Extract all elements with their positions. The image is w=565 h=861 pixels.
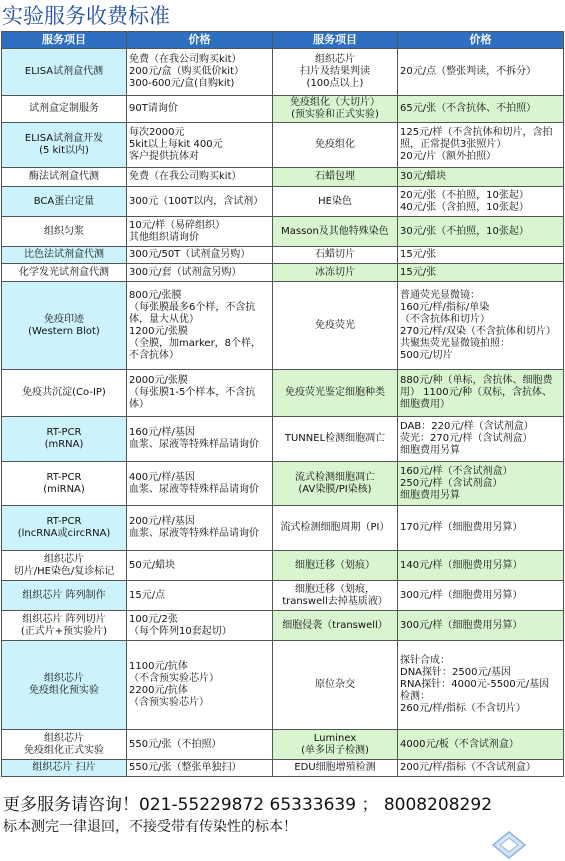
price-text: 100元/2张 （每个阵列10套起切） bbox=[129, 613, 232, 637]
price-text: 800元/张膜 （每张膜最多6个样，不含抗体，量大从优） 1200元/张膜 （全膜，加marker，8个样，不含抗体） bbox=[129, 289, 262, 361]
service-cell-left bbox=[2, 123, 127, 168]
price-text: 880元/种（单标，含抗体、细胞费用） 1100元/种（双标，含抗体、细胞费用） bbox=[400, 375, 553, 410]
price-text: 300元（100T以内，含试剂） bbox=[129, 195, 264, 207]
price-text: 免费（在我公司购买kit） 200元/盒（购买低价kit） 300-600元/盒(自购kit) bbox=[129, 54, 244, 89]
price-cell-right bbox=[398, 611, 564, 641]
service-cell-right bbox=[273, 641, 398, 730]
price-text: 160元/样/基因 血浆、尿液等特殊样品请询价 bbox=[129, 427, 259, 450]
price-text: 15元/张 bbox=[400, 266, 437, 278]
service-cell-right bbox=[273, 370, 398, 417]
table-row bbox=[2, 217, 564, 247]
header-price-right: 价格 bbox=[398, 32, 564, 49]
service-cell-left bbox=[2, 217, 127, 247]
price-cell-left bbox=[127, 417, 273, 462]
price-cell-left bbox=[127, 49, 273, 96]
price-cell-right bbox=[398, 551, 564, 581]
service-name: EDU细胞增殖检测 bbox=[294, 762, 376, 773]
service-name: RT-PCR (mRNA) bbox=[44, 427, 84, 450]
table-row bbox=[2, 581, 564, 611]
price-text: 170元/样（细胞费用另算） bbox=[400, 522, 523, 533]
price-text: 1100元/抗体 （不含预实验芯片） 2200元/抗体 （含预实验芯片） bbox=[129, 661, 219, 708]
price-text: 免费（在我公司购买kit） bbox=[129, 171, 242, 182]
price-text: 30元/张（不拍照，10张起） bbox=[400, 225, 529, 237]
service-cell-left bbox=[2, 506, 127, 551]
table-row bbox=[2, 247, 564, 264]
service-cell-left bbox=[2, 730, 127, 760]
price-cell-left bbox=[127, 168, 273, 187]
service-name: 组织芯片 扫片 bbox=[32, 762, 96, 773]
header-service-left: 服务项目 bbox=[2, 32, 127, 49]
service-name: 化学发光试剂盒代测 bbox=[19, 266, 109, 278]
service-name: BCA蛋白定量 bbox=[33, 195, 95, 207]
service-name: 免疫共沉淀(Co-IP) bbox=[22, 387, 106, 398]
service-cell-right bbox=[273, 187, 398, 217]
price-cell-right bbox=[398, 581, 564, 611]
service-cell-left bbox=[2, 264, 127, 282]
service-cell-right bbox=[273, 264, 398, 282]
price-cell-right bbox=[398, 187, 564, 217]
service-cell-right bbox=[273, 462, 398, 506]
table-row bbox=[2, 123, 564, 168]
price-text: 200元/样/指标（不含试剂盒） bbox=[400, 762, 536, 773]
table-row bbox=[2, 282, 564, 370]
service-cell-left bbox=[2, 581, 127, 611]
price-cell-left bbox=[127, 282, 273, 370]
service-cell-left bbox=[2, 282, 127, 370]
price-cell-right bbox=[398, 96, 564, 123]
price-cell-left bbox=[127, 760, 273, 777]
service-name: Luminex (单多因子检测) bbox=[301, 732, 369, 756]
service-name: 组织芯片 阵列制作 bbox=[22, 589, 106, 601]
table-row bbox=[2, 417, 564, 462]
service-cell-left bbox=[2, 417, 127, 462]
price-table bbox=[1, 31, 564, 777]
price-text: 300元/50T（试剂盒另购） bbox=[129, 249, 251, 260]
service-name: 组织芯片 切片/HE染色/复诊标记 bbox=[13, 553, 115, 577]
price-text: 550元/张（不拍照） bbox=[129, 738, 222, 750]
price-cell-left bbox=[127, 611, 273, 641]
table-row bbox=[2, 641, 564, 730]
service-cell-left bbox=[2, 462, 127, 506]
price-cell-left bbox=[127, 187, 273, 217]
service-name: 酶法试剂盒代测 bbox=[29, 171, 99, 182]
price-text: 160元/样（不含试剂盒） 250元/样（含试剂盒） 细胞费用另算 bbox=[400, 465, 513, 501]
table-row bbox=[2, 506, 564, 551]
price-text: 300元/套（试剂盒另购） bbox=[129, 266, 242, 278]
header-service-right: 服务项目 bbox=[273, 32, 398, 49]
price-cell-right bbox=[398, 49, 564, 96]
price-cell-left bbox=[127, 264, 273, 282]
service-cell-right bbox=[273, 730, 398, 760]
price-cell-left bbox=[127, 123, 273, 168]
service-name: 组织芯片 阵列切片 (正式片+预实验片) bbox=[20, 613, 108, 637]
price-text: 每次2000元 5kit以上每kit 400元 客户提供抗体对 bbox=[129, 127, 223, 162]
price-cell-right bbox=[398, 730, 564, 760]
service-cell-left bbox=[2, 96, 127, 123]
price-text: DAB：220元/样（含试剂盒） 荧光：270元/样（含试剂盒） 细胞费用另算 bbox=[400, 421, 534, 456]
disclaimer-note: 标本测完一律退回，不接受带有传染性的标本！ bbox=[3, 819, 297, 835]
price-text: 90T请询价 bbox=[129, 103, 178, 114]
service-cell-left bbox=[2, 611, 127, 641]
contact-line: 更多服务请咨询！021-55229872 65333639 ； 8008208292 bbox=[3, 795, 493, 815]
price-text: 10元/样（易碎组织） 其他组织请询价 bbox=[129, 219, 226, 243]
price-text: 200元/样/基因 血浆、尿液等特殊样品请询价 bbox=[129, 516, 259, 539]
service-name: 冰冻切片 bbox=[315, 266, 355, 278]
price-text: 65元/张（不含抗体、不拍照） bbox=[400, 103, 537, 114]
table-row bbox=[2, 49, 564, 96]
service-name: RT-PCR (miRNA) bbox=[43, 471, 85, 495]
service-cell-right bbox=[273, 96, 398, 123]
price-cell-right bbox=[398, 462, 564, 506]
service-name: 免疫荧光鉴定细胞种类 bbox=[285, 387, 385, 398]
service-name: 石蜡切片 bbox=[315, 249, 355, 260]
price-text: 30元/蜡块 bbox=[400, 171, 447, 182]
service-name: 免疫荧光 bbox=[315, 319, 355, 331]
price-text: 普通荧光显微镜： 160元/样/指标/单染 （不含抗体和切片） 270元/样/双染（不含抗体和切片）共聚焦荧光显微镜拍照： 500元/切片 bbox=[400, 289, 556, 361]
service-cell-right bbox=[273, 49, 398, 96]
service-name: 石蜡包埋 bbox=[315, 171, 355, 182]
service-cell-left bbox=[2, 49, 127, 96]
table-row bbox=[2, 760, 564, 777]
table-row bbox=[2, 168, 564, 187]
service-name: 原位杂交 bbox=[315, 679, 355, 690]
price-cell-left bbox=[127, 217, 273, 247]
price-cell-right bbox=[398, 641, 564, 730]
price-cell-left bbox=[127, 641, 273, 730]
price-cell-right bbox=[398, 370, 564, 417]
service-name: 组织芯片 扫片及结果判读 (100点以上) bbox=[300, 54, 370, 89]
price-cell-right bbox=[398, 282, 564, 370]
service-cell-left bbox=[2, 187, 127, 217]
service-name: 组织芯片 免疫组化正式实验 bbox=[24, 732, 104, 756]
price-text: 300元/样（细胞费用另算） bbox=[400, 619, 523, 631]
service-cell-right bbox=[273, 551, 398, 581]
price-cell-left bbox=[127, 247, 273, 264]
price-text: 300元/样（细胞费用另算） bbox=[400, 589, 523, 601]
service-name: 细胞迁移（划痕，transwell去掉基质液） bbox=[282, 583, 388, 607]
price-text: 550元/张（整张单独扫） bbox=[129, 762, 242, 773]
table-row bbox=[2, 264, 564, 282]
service-name: 比色法试剂盒代测 bbox=[24, 249, 104, 260]
price-text: 20元/张（不拍照，10张起） 40元/张（含拍照，10张起） bbox=[400, 189, 529, 213]
service-cell-left bbox=[2, 168, 127, 187]
service-name: HE染色 bbox=[318, 195, 352, 207]
service-name: TUNNEL检测细胞凋亡 bbox=[284, 433, 386, 444]
service-cell-right bbox=[273, 611, 398, 641]
price-text: 4000元/板（不含试剂盒） bbox=[400, 738, 519, 750]
service-cell-left bbox=[2, 641, 127, 730]
service-cell-left bbox=[2, 760, 127, 777]
price-text: 探针合成： DNA探针：2500元/基因 RNA探针：4000元-5500元/基因 检测： 260元/样/指标（不含切片） bbox=[400, 655, 550, 714]
page-title: 实验服务收费标准 bbox=[2, 4, 170, 28]
price-cell-right bbox=[398, 264, 564, 282]
price-text: 15元/点 bbox=[129, 589, 166, 601]
price-cell-right bbox=[398, 760, 564, 777]
table-row bbox=[2, 462, 564, 506]
price-cell-right bbox=[398, 417, 564, 462]
service-name: 流式检测细胞周期（PI） bbox=[280, 522, 390, 533]
price-cell-left bbox=[127, 551, 273, 581]
price-cell-left bbox=[127, 462, 273, 506]
service-cell-right bbox=[273, 168, 398, 187]
service-name: 流式检测细胞凋亡 (AV染膜/PI染核) bbox=[295, 471, 375, 495]
service-cell-right bbox=[273, 247, 398, 264]
service-name: 免疫印迹 (Western Blot) bbox=[28, 313, 100, 337]
price-text: 15元/张 bbox=[400, 249, 437, 260]
price-text: 125元/样（不含抗体和切片，含拍照，正常提供3张照片） 20元/片（额外拍照） bbox=[400, 127, 553, 162]
price-cell-right bbox=[398, 247, 564, 264]
service-name: 免疫组化 bbox=[315, 139, 355, 150]
service-name: 细胞迁移（划痕） bbox=[295, 559, 375, 571]
service-cell-right bbox=[273, 760, 398, 777]
service-name: ELISA试剂盒开发 (5 kit以内) bbox=[24, 133, 104, 156]
service-name: Masson及其他特殊染色 bbox=[281, 225, 389, 237]
table-row bbox=[2, 187, 564, 217]
table-row bbox=[2, 611, 564, 641]
price-text: 140元/样（细胞费用另算） bbox=[400, 559, 523, 571]
price-cell-right bbox=[398, 168, 564, 187]
price-text: 20元/点（整张判读，不拆分） bbox=[400, 66, 537, 77]
service-cell-right bbox=[273, 506, 398, 551]
service-name: RT-PCR (lncRNA或circRNA) bbox=[17, 516, 111, 539]
service-cell-right bbox=[273, 417, 398, 462]
price-cell-right bbox=[398, 123, 564, 168]
service-cell-left bbox=[2, 370, 127, 417]
table-row bbox=[2, 96, 564, 123]
service-cell-right bbox=[273, 581, 398, 611]
price-cell-right bbox=[398, 217, 564, 247]
service-name: 免疫组化（大切片） (预实验和正式实验) bbox=[290, 97, 380, 120]
price-cell-left bbox=[127, 730, 273, 760]
service-name: 试剂盒定制服务 bbox=[29, 103, 99, 114]
price-text: 400元/样/基因 血浆、尿液等特殊样品请询价 bbox=[129, 471, 259, 495]
table-row bbox=[2, 551, 564, 581]
price-cell-left bbox=[127, 370, 273, 417]
service-cell-right bbox=[273, 282, 398, 370]
service-name: 组织匀浆 bbox=[44, 225, 84, 237]
price-cell-left bbox=[127, 581, 273, 611]
service-cell-right bbox=[273, 217, 398, 247]
service-cell-left bbox=[2, 551, 127, 581]
header-price-left: 价格 bbox=[127, 32, 273, 49]
service-name: 细胞侵袭（transwell） bbox=[282, 619, 388, 631]
price-text: 2000元/张膜 （每张膜1-5个样本，不含抗体） bbox=[129, 375, 256, 410]
table-row bbox=[2, 730, 564, 760]
table-row bbox=[2, 370, 564, 417]
price-text: 50元/蜡块 bbox=[129, 559, 176, 571]
price-cell-right bbox=[398, 506, 564, 551]
price-cell-left bbox=[127, 506, 273, 551]
service-cell-left bbox=[2, 247, 127, 264]
service-name: 组织芯片 免疫组化预实验 bbox=[29, 673, 99, 696]
price-cell-left bbox=[127, 96, 273, 123]
table-header-row bbox=[2, 32, 564, 49]
logo-icon bbox=[489, 830, 529, 860]
service-name: ELISA试剂盒代测 bbox=[24, 66, 104, 77]
service-cell-right bbox=[273, 123, 398, 168]
